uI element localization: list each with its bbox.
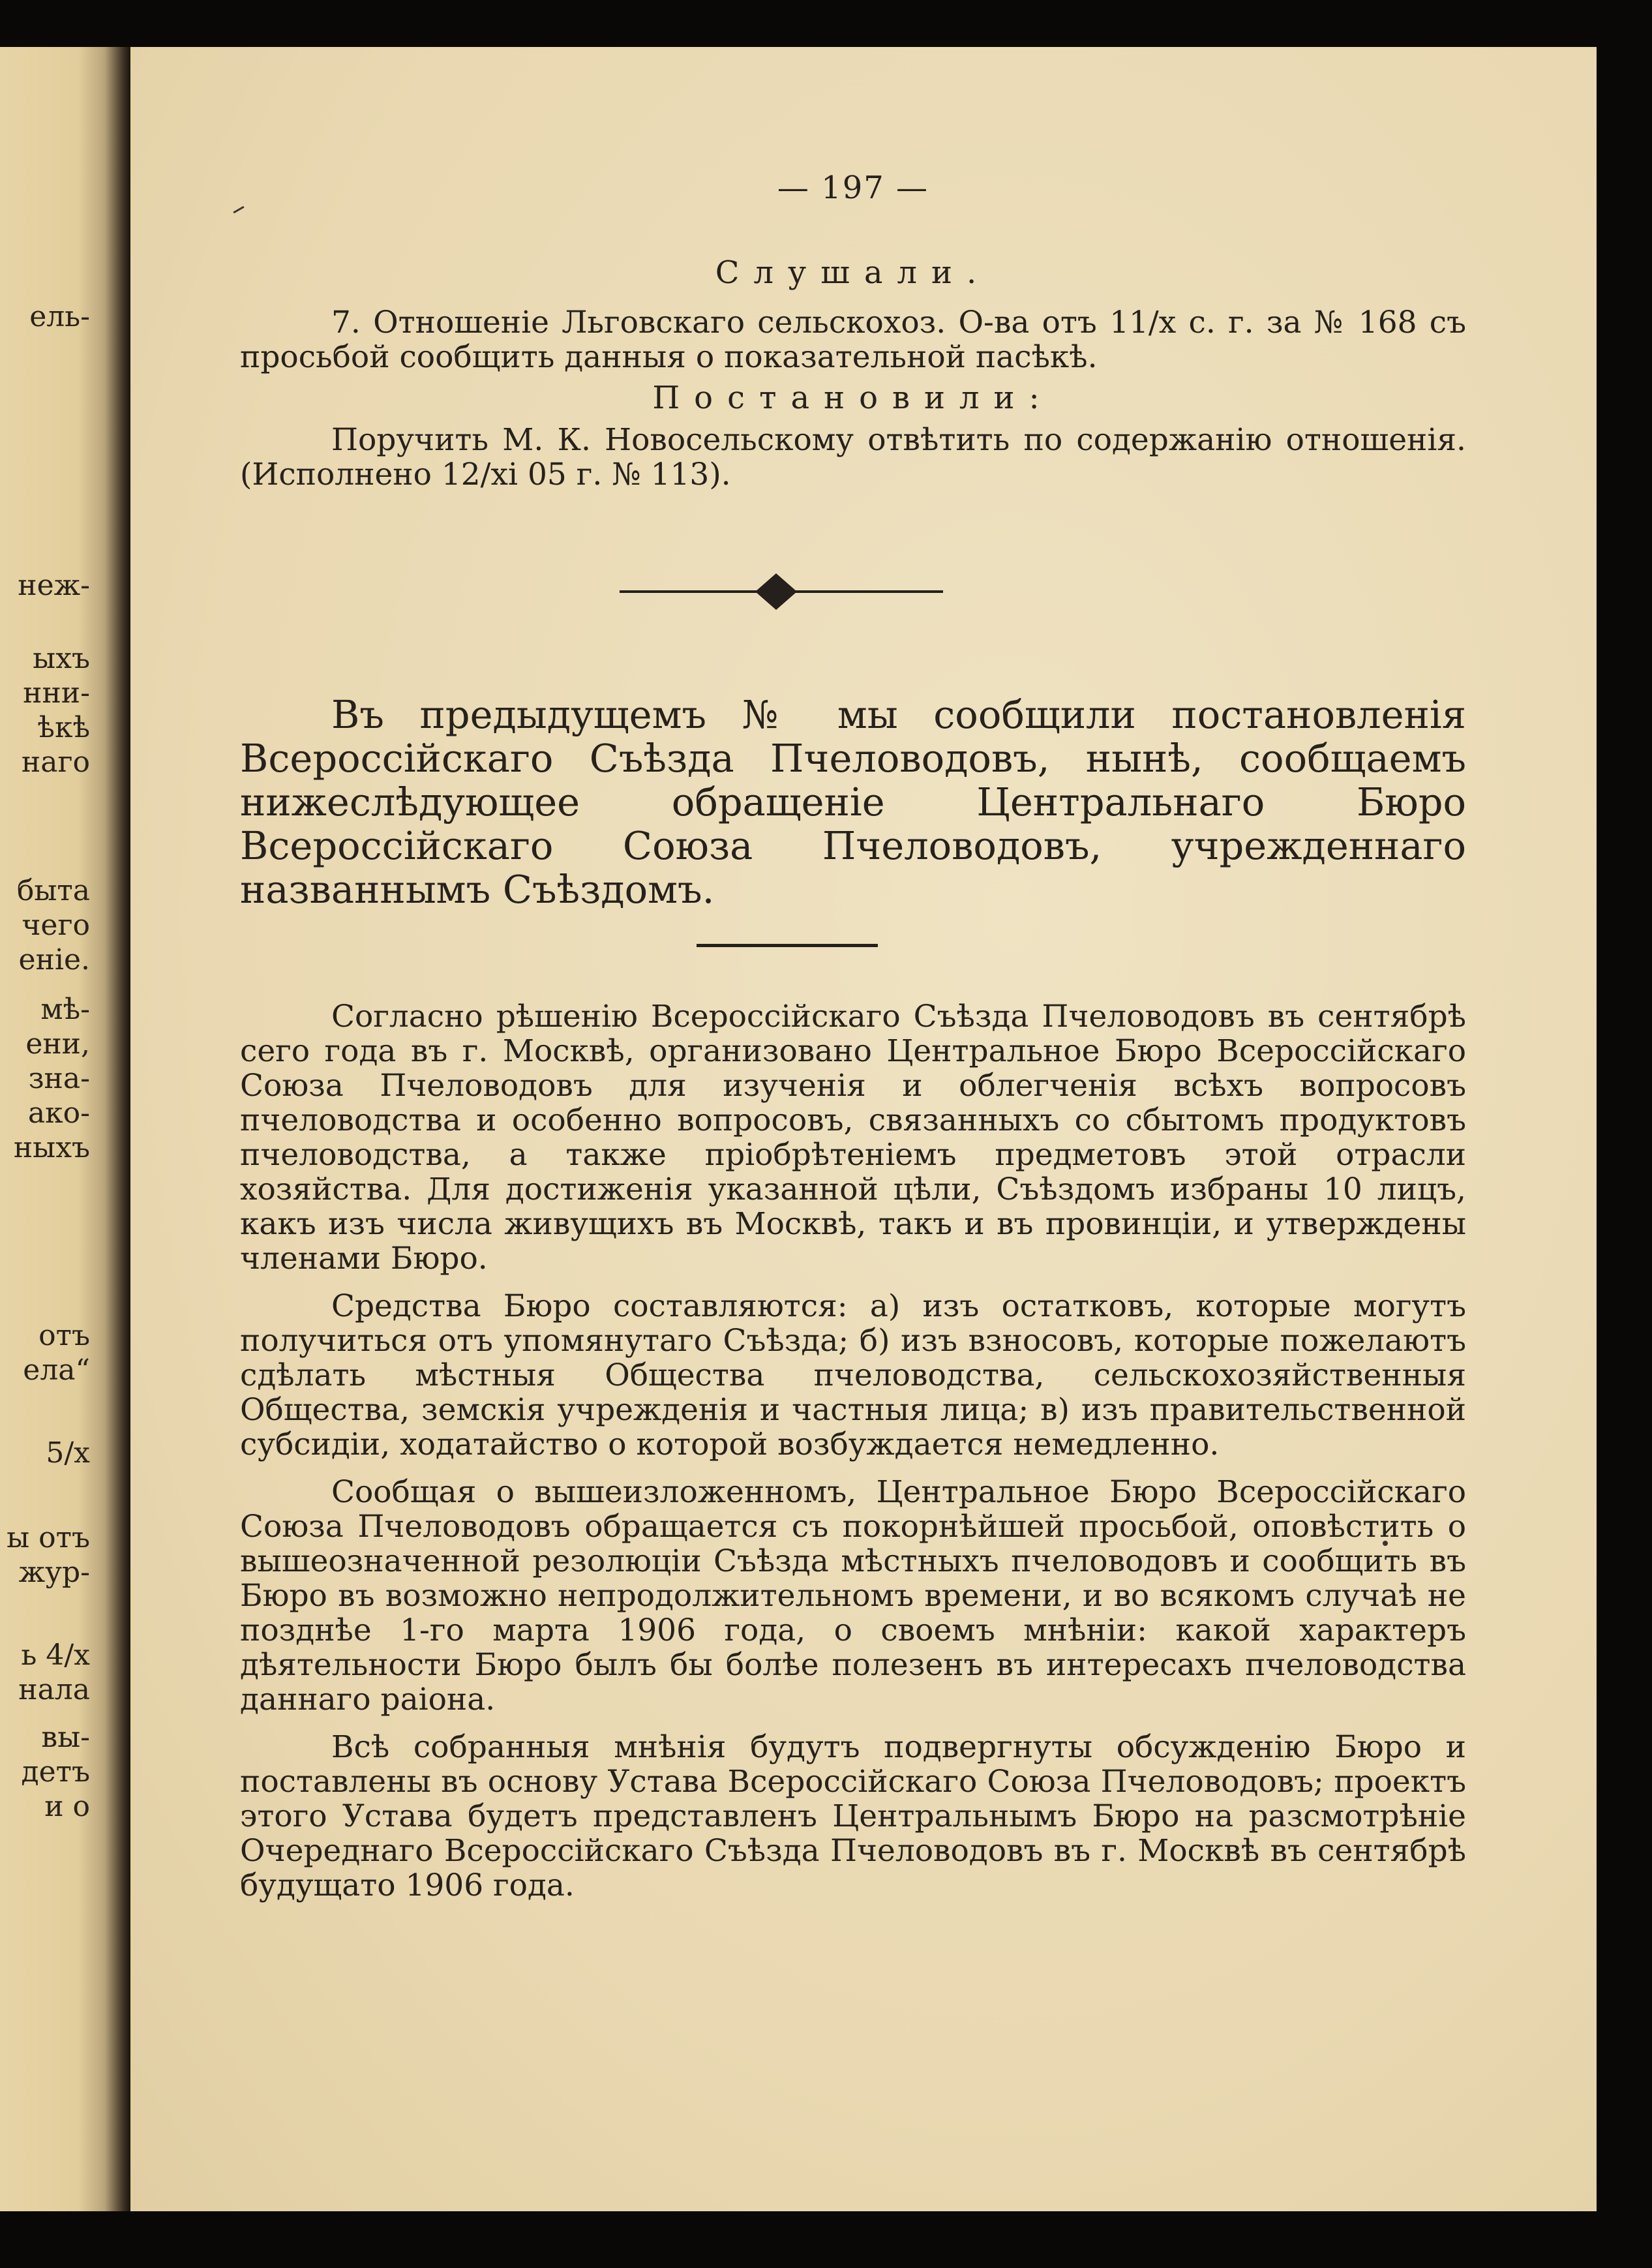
- facing-fragment: ела“: [23, 1353, 90, 1387]
- scan-border-top: [0, 0, 1652, 47]
- facing-fragment: наго: [21, 746, 90, 779]
- facing-fragment: ы отъ: [7, 1521, 90, 1554]
- resolution-text: Поручить М. К. Новосельскому отвѣтить по содержанію отношенія. (Исполнено 12/хі 05 г. № 113).: [240, 422, 1466, 492]
- section-rule: [697, 944, 878, 947]
- intro-paragraph: Въ предыдущемъ № мы сообщили постановленія Всероссійскаго Съѣзда Пчеловодовъ, нынѣ, сообщаемъ нижеслѣдующее обращеніе Центральнаго Бюро Всероссійскаго Союза Пчеловодовъ, учрежденнаго названнымъ Съѣздомъ.: [240, 692, 1466, 912]
- facing-fragment: отъ: [38, 1319, 90, 1352]
- facing-fragment: ѣкѣ: [37, 711, 90, 744]
- facing-fragment: нала: [18, 1673, 90, 1706]
- facing-fragment: ако-: [27, 1096, 90, 1130]
- heard-heading: Слушали.: [715, 254, 991, 291]
- scan-border-right: [1597, 0, 1652, 2268]
- facing-fragment: быта: [16, 874, 90, 907]
- scan-border-bottom: [0, 2211, 1652, 2268]
- resolved-heading: Постановили:: [652, 380, 1054, 416]
- body-paragraph: Согласно рѣшенію Всероссійскаго Съѣзда Пчеловодовъ въ сентябрѣ сего года въ г. Москвѣ, организовано Центральное Бюро Всероссійскаго Союза Пчеловодовъ для изученія и облегченія всѣхъ вопросовъ пчеловодства и особенно вопросовъ, связанныхъ со сбытомъ продуктовъ пчеловодства, а также пріобрѣтеніемъ предметовъ этой отрасли хозяйства. Для достиженія указанной цѣли, Съѣздомъ избраны 10 лицъ, какъ изъ числа живущихъ въ Москвѣ, такъ и въ провинціи, и утверждены членами Бюро.: [240, 999, 1466, 1277]
- facing-fragment: вы-: [41, 1721, 90, 1754]
- agenda-item-7: 7. Отношеніе Льговскаго сельскохоз. О-ва отъ 11/х с. г. за № 168 съ просьбой сообщить данныя о показательной пасѣкѣ.: [240, 305, 1466, 375]
- facing-fragment: и о: [44, 1790, 90, 1823]
- body-paragraph: Средства Бюро составляются: а) изъ остатковъ, которые могутъ получиться отъ упомянутаго Съѣзда; б) изъ взносовъ, которые пожелаютъ сдѣлать мѣстныя Общества пчеловодства, сельскохозяйственныя Общества, земскія учрежденія и частныя лица; в) изъ правительственной субсидіи, ходатайство о которой возбуждается немедленно.: [240, 1288, 1466, 1462]
- facing-fragment: ени,: [25, 1027, 90, 1061]
- book-page: [130, 47, 1597, 2211]
- facing-fragment: детъ: [21, 1755, 90, 1789]
- facing-fragment: чего: [22, 909, 90, 942]
- facing-fragment: еніе.: [18, 943, 90, 976]
- facing-fragment: ныхъ: [13, 1131, 90, 1164]
- facing-fragment: нни-: [23, 676, 90, 710]
- facing-fragment: неж-: [18, 569, 90, 602]
- facing-fragment: 5/х: [46, 1436, 90, 1470]
- facing-fragment: жур-: [18, 1556, 90, 1589]
- ornament-divider: [240, 572, 1466, 611]
- facing-fragment: ель-: [29, 300, 90, 333]
- facing-fragment: зна-: [28, 1062, 90, 1095]
- facing-fragment: ыхъ: [33, 642, 90, 675]
- facing-fragment: ь 4/х: [21, 1639, 90, 1672]
- body-paragraph: Всѣ собранныя мнѣнія будутъ подвергнуты обсужденію Бюро и поставлены въ основу Устава Всероссійскаго Союза Пчеловодовъ; проектъ этого Устава будетъ представленъ Центральнымъ Бюро на разсмотрѣніе Очереднаго Всероссійскаго Съѣзда Пчеловодовъ въ г. Москвѣ въ сентябрѣ будущато 1906 года.: [240, 1729, 1466, 1903]
- facing-page-edge: [0, 47, 130, 2211]
- facing-fragment: мѣ-: [40, 993, 90, 1026]
- page-number: — 197 —: [777, 170, 929, 206]
- appeal-text: [240, 999, 1466, 1903]
- body-paragraph: Сообщая о вышеизложенномъ, Центральное Бюро Всероссійскаго Союза Пчеловодовъ обращается съ покорнѣйшей просьбой, оповѣстить о вышеозначенной резолюціи Съѣзда мѣстныхъ пчеловодовъ и сообщить въ Бюро въ возможно непродолжительномъ времени, и во всякомъ случаѣ не позднѣе 1-го марта 1906 года, о своемъ мнѣніи: какой характеръ дѣятельности Бюро былъ бы болѣе полезенъ въ интересахъ пчеловодства даннаго раіона.: [240, 1474, 1466, 1717]
- page-content: [240, 47, 1466, 2211]
- minutes-section: [240, 254, 1466, 492]
